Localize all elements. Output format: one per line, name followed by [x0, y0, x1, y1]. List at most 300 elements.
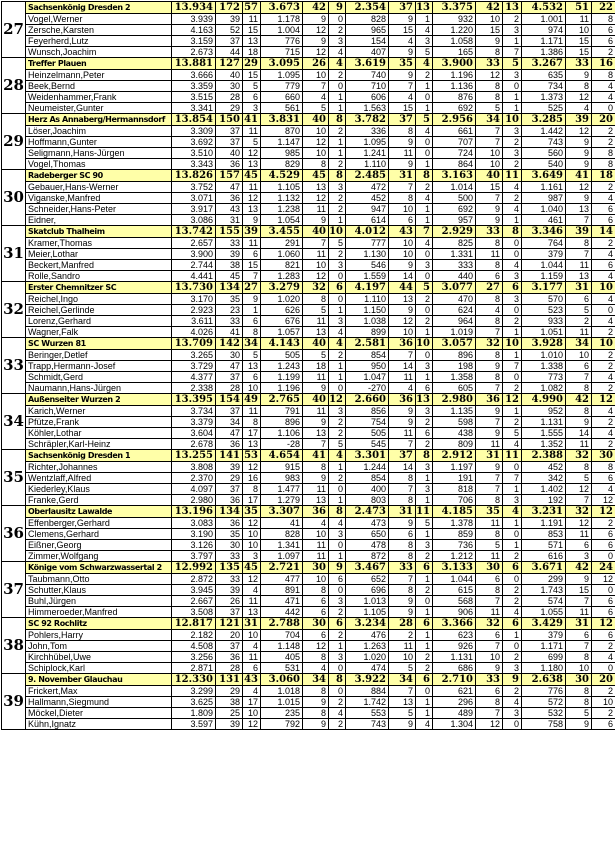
player-s1-won: 12 [303, 271, 329, 282]
player-name: Kühn,Ignatz [26, 719, 172, 730]
player-s3-lost: 5 [503, 428, 522, 439]
team-s4-lost: 10 [592, 338, 615, 350]
team-s2-won: 37 [389, 2, 416, 14]
player-s4-points: 1.743 [522, 585, 566, 596]
player-row [2, 708, 615, 719]
player-s4-lost: 6 [592, 596, 615, 607]
player-s1-won: 11 [303, 551, 329, 562]
player-s2-won: 7 [389, 484, 416, 495]
player-s4-lost: 6 [592, 25, 615, 36]
player-s2-lost: 2 [416, 316, 433, 327]
team-s2-points: 2.354 [346, 2, 389, 14]
player-total: 3.625 [172, 697, 216, 708]
player-s4-points: 1.171 [522, 641, 566, 652]
player-s2-points: 650 [346, 529, 389, 540]
player-name: Schiplock,Karl [26, 663, 172, 674]
team-s4-won: 51 [566, 2, 592, 14]
player-s4-points: 933 [522, 316, 566, 327]
team-row [2, 338, 615, 350]
player-s2-lost: 2 [416, 294, 433, 305]
player-s1-won: 11 [303, 249, 329, 260]
player-s4-won: 9 [566, 574, 592, 585]
player-s3-lost: 1 [503, 484, 522, 495]
player-games-lost: 10 [243, 630, 261, 641]
player-s4-lost: 6 [592, 36, 615, 47]
team-s4-lost: 18 [592, 170, 615, 182]
rank-cell: 36 [2, 506, 26, 562]
player-s3-won: 8 [476, 81, 503, 92]
player-s2-lost: 0 [416, 249, 433, 260]
player-s2-lost: 1 [416, 473, 433, 484]
team-s1-points: 2.721 [261, 562, 303, 574]
team-s4-lost: 12 [592, 394, 615, 406]
player-s3-points: 296 [433, 697, 476, 708]
player-s1-won: 5 [303, 350, 329, 361]
team-s3-won: 42 [476, 2, 503, 14]
player-s4-won: 9 [566, 719, 592, 730]
player-row [2, 529, 615, 540]
player-s3-lost: 0 [503, 81, 522, 92]
team-s2-points: 3.782 [346, 114, 389, 126]
player-s1-won: 12 [303, 47, 329, 58]
player-s4-points: 1.180 [522, 663, 566, 674]
player-name: Heinzelmann,Peter [26, 70, 172, 81]
player-row [2, 137, 615, 148]
player-s3-won: 9 [476, 361, 503, 372]
player-s1-points: 1.095 [261, 70, 303, 81]
player-s4-points: 1.338 [522, 361, 566, 372]
player-row [2, 103, 615, 114]
team-s3-won: 35 [476, 506, 503, 518]
player-s1-points: 915 [261, 462, 303, 473]
player-s3-lost: 4 [503, 204, 522, 215]
player-name: Hallmann,Siegmund [26, 697, 172, 708]
player-s2-won: 7 [389, 439, 416, 450]
team-s2-lost: 5 [416, 114, 433, 126]
player-s4-points: 1.442 [522, 126, 566, 137]
player-s4-points: 1.171 [522, 36, 566, 47]
player-s2-points: 1.110 [346, 159, 389, 170]
player-s2-won: 9 [389, 14, 416, 25]
player-games-won: 37 [216, 484, 243, 495]
player-games-lost: 13 [243, 36, 261, 47]
player-s3-won: 9 [476, 406, 503, 417]
player-total: 3.515 [172, 92, 216, 103]
player-s1-won: 11 [303, 316, 329, 327]
player-s4-points: 1.191 [522, 518, 566, 529]
player-s3-points: 165 [433, 47, 476, 58]
player-s1-won: 10 [303, 126, 329, 137]
player-s1-points: 704 [261, 630, 303, 641]
player-name: Kiederley,Klaus [26, 484, 172, 495]
player-games-won: 30 [216, 81, 243, 92]
team-s3-won: 27 [476, 282, 503, 294]
player-s3-lost: 2 [503, 652, 522, 663]
player-s1-points: 828 [261, 529, 303, 540]
player-row [2, 204, 615, 215]
player-name: Franke,Gerd [26, 495, 172, 506]
player-s3-won: 7 [476, 708, 503, 719]
player-games-lost: 13 [243, 439, 261, 450]
player-games-lost: 5 [243, 81, 261, 92]
team-s1-lost: 4 [329, 338, 346, 350]
player-name: Vogel,Werner [26, 14, 172, 25]
player-s4-won: 8 [566, 686, 592, 697]
player-s1-lost: 0 [329, 540, 346, 551]
player-s4-won: 7 [566, 215, 592, 226]
player-s4-won: 6 [566, 361, 592, 372]
player-s2-lost: 1 [416, 574, 433, 585]
player-s3-points: 957 [433, 215, 476, 226]
player-s4-points: 379 [522, 249, 566, 260]
player-s1-lost: 2 [329, 350, 346, 361]
player-row [2, 663, 615, 674]
player-games-lost: 12 [243, 193, 261, 204]
team-s2-points: 3.619 [346, 58, 389, 70]
player-s1-points: 291 [261, 238, 303, 249]
team-s2-won: 33 [389, 562, 416, 574]
team-s3-points: 3.133 [433, 562, 476, 574]
player-s4-lost: 2 [592, 137, 615, 148]
player-s2-points: 474 [346, 663, 389, 674]
player-s4-won: 11 [566, 14, 592, 25]
player-games-lost: 13 [243, 204, 261, 215]
team-games-won: 150 [216, 114, 243, 126]
player-s2-lost: 0 [416, 686, 433, 697]
player-s4-won: 11 [566, 607, 592, 618]
player-s2-lost: 4 [416, 126, 433, 137]
player-name: Hoffmann,Gunter [26, 137, 172, 148]
player-s2-won: 8 [389, 585, 416, 596]
player-s2-won: 11 [389, 641, 416, 652]
player-total: 2.370 [172, 473, 216, 484]
player-s3-won: 5 [476, 103, 503, 114]
player-s1-won: 7 [303, 81, 329, 92]
team-games-won: 127 [216, 58, 243, 70]
player-s2-lost: 1 [416, 529, 433, 540]
player-name: Zersche,Karsten [26, 25, 172, 36]
player-s3-won: 10 [476, 159, 503, 170]
player-s1-points: 1.148 [261, 641, 303, 652]
team-s4-points: 3.285 [522, 114, 566, 126]
player-s2-lost: 6 [416, 428, 433, 439]
player-s2-points: 854 [346, 473, 389, 484]
player-name: Kirchhübel,Uwe [26, 652, 172, 663]
player-s2-won: 10 [389, 652, 416, 663]
player-s2-points: 696 [346, 585, 389, 596]
player-s1-won: 6 [303, 630, 329, 641]
team-s3-won: 32 [476, 618, 503, 630]
player-s2-lost: 2 [416, 663, 433, 674]
player-games-lost: 6 [243, 372, 261, 383]
player-row [2, 417, 615, 428]
player-total: 4.377 [172, 372, 216, 383]
team-s3-points: 3.057 [433, 338, 476, 350]
player-row [2, 305, 615, 316]
player-s2-lost: 1 [416, 697, 433, 708]
player-s4-won: 15 [566, 36, 592, 47]
player-s4-won: 12 [566, 92, 592, 103]
player-s1-points: 1.060 [261, 249, 303, 260]
player-name: Eidner, [26, 215, 172, 226]
player-s2-points: 1.105 [346, 607, 389, 618]
team-row [2, 170, 615, 182]
team-s2-won: 37 [389, 450, 416, 462]
player-s3-lost: 3 [503, 495, 522, 506]
player-name: Richter,Johannes [26, 462, 172, 473]
player-s3-points: 621 [433, 686, 476, 697]
player-games-won: 36 [216, 439, 243, 450]
team-s3-lost: 5 [503, 58, 522, 70]
player-s4-points: 1.040 [522, 204, 566, 215]
player-s4-won: 6 [566, 294, 592, 305]
player-s3-points: 623 [433, 630, 476, 641]
player-s4-lost: 8 [592, 462, 615, 473]
player-s1-won: 4 [303, 518, 329, 529]
player-total: 3.939 [172, 14, 216, 25]
player-s1-won: 8 [303, 294, 329, 305]
player-s3-lost: 1 [503, 215, 522, 226]
player-s1-points: 870 [261, 126, 303, 137]
player-games-lost: 18 [243, 47, 261, 58]
player-s1-lost: 0 [329, 585, 346, 596]
player-s3-points: 1.014 [433, 182, 476, 193]
player-s1-points: 405 [261, 652, 303, 663]
team-s2-lost: 6 [416, 562, 433, 574]
team-s2-lost: 6 [416, 674, 433, 686]
team-s4-points: 3.928 [522, 338, 566, 350]
team-games-lost: 53 [243, 450, 261, 462]
player-s4-lost: 4 [592, 406, 615, 417]
player-s3-lost: 7 [503, 47, 522, 58]
player-s3-points: 1.220 [433, 25, 476, 36]
player-s3-lost: 2 [503, 585, 522, 596]
player-s4-points: 540 [522, 159, 566, 170]
team-name: SC 92 Rochlitz [26, 618, 172, 630]
player-s1-won: 11 [303, 484, 329, 495]
player-s4-points: 532 [522, 708, 566, 719]
team-games-lost: 39 [243, 226, 261, 238]
player-s4-won: 6 [566, 540, 592, 551]
team-name: Skatclub Thalheim [26, 226, 172, 238]
player-s2-won: 10 [389, 249, 416, 260]
player-s2-points: -270 [346, 383, 389, 394]
player-row [2, 36, 615, 47]
player-games-won: 39 [216, 14, 243, 25]
team-s1-lost: 6 [329, 618, 346, 630]
player-s2-lost: 1 [416, 14, 433, 25]
player-s2-points: 884 [346, 686, 389, 697]
player-s4-points: 342 [522, 473, 566, 484]
player-row [2, 47, 615, 58]
player-games-lost: 6 [243, 249, 261, 260]
player-s4-points: 952 [522, 406, 566, 417]
team-s2-points: 4.012 [346, 226, 389, 238]
team-s4-won: 31 [566, 618, 592, 630]
team-s3-lost: 12 [503, 394, 522, 406]
player-s2-lost: 2 [416, 417, 433, 428]
team-s4-lost: 12 [592, 506, 615, 518]
player-s3-points: 864 [433, 159, 476, 170]
player-s1-lost: 2 [329, 70, 346, 81]
player-games-won: 28 [216, 663, 243, 674]
player-name: Feyerherd,Lutz [26, 36, 172, 47]
player-s1-points: 821 [261, 260, 303, 271]
player-s2-lost: 3 [416, 462, 433, 473]
rank-cell: 38 [2, 618, 26, 674]
player-s2-won: 10 [389, 327, 416, 338]
player-name: Naumann,Hans-Jürgen [26, 383, 172, 394]
player-s4-points: 1.159 [522, 271, 566, 282]
player-total: 3.945 [172, 585, 216, 596]
player-s3-won: 6 [476, 574, 503, 585]
player-s1-lost: 2 [329, 697, 346, 708]
team-s1-lost: 8 [329, 114, 346, 126]
player-s2-won: 10 [389, 238, 416, 249]
player-s4-won: 6 [566, 630, 592, 641]
player-s3-won: 9 [476, 462, 503, 473]
player-games-lost: 12 [243, 462, 261, 473]
team-games-won: 135 [216, 562, 243, 574]
player-s4-lost: 6 [592, 607, 615, 618]
player-s2-won: 8 [389, 193, 416, 204]
player-games-lost: 5 [243, 137, 261, 148]
player-s3-lost: 4 [503, 260, 522, 271]
player-s2-points: 1.563 [346, 103, 389, 114]
player-row [2, 495, 615, 506]
team-s2-lost: 11 [416, 506, 433, 518]
player-s3-won: 4 [476, 305, 503, 316]
player-games-won: 30 [216, 350, 243, 361]
team-s4-lost: 10 [592, 282, 615, 294]
team-name: Könige vom Schwarzwassertal 2 [26, 562, 172, 574]
rank-cell: 30 [2, 170, 26, 226]
player-name: Gebauer,Hans-Werner [26, 182, 172, 193]
player-s4-lost: 12 [592, 495, 615, 506]
player-s4-lost: 4 [592, 372, 615, 383]
player-s4-lost: 0 [592, 551, 615, 562]
player-s2-lost: 3 [416, 36, 433, 47]
team-s1-lost: 12 [329, 394, 346, 406]
player-s1-won: 7 [303, 439, 329, 450]
player-s1-points: 442 [261, 607, 303, 618]
team-s3-points: 4.185 [433, 506, 476, 518]
team-total: 13.934 [172, 2, 216, 14]
player-games-lost: 17 [243, 428, 261, 439]
player-s1-points: 1.243 [261, 361, 303, 372]
player-s4-lost: 4 [592, 249, 615, 260]
player-s2-won: 9 [389, 137, 416, 148]
team-results-table [1, 1, 615, 730]
player-games-won: 34 [216, 417, 243, 428]
player-games-lost: 4 [243, 686, 261, 697]
player-s3-points: 932 [433, 14, 476, 25]
player-s4-lost: 2 [592, 327, 615, 338]
player-s4-points: 571 [522, 540, 566, 551]
team-s2-lost: 4 [416, 58, 433, 70]
team-s2-points: 3.467 [346, 562, 389, 574]
player-row [2, 238, 615, 249]
player-s3-won: 11 [476, 249, 503, 260]
player-games-won: 29 [216, 103, 243, 114]
player-s3-points: 191 [433, 473, 476, 484]
team-s3-lost: 10 [503, 338, 522, 350]
player-name: Lorenz,Gerhard [26, 316, 172, 327]
player-s1-lost: 4 [329, 327, 346, 338]
player-s3-points: 440 [433, 271, 476, 282]
player-s4-points: 570 [522, 294, 566, 305]
player-s4-lost: 12 [592, 574, 615, 585]
team-s3-points: 3.077 [433, 282, 476, 294]
player-s1-lost: 1 [329, 551, 346, 562]
player-row [2, 361, 615, 372]
player-s1-points: 1.004 [261, 25, 303, 36]
player-s4-points: 1.161 [522, 182, 566, 193]
player-s3-points: 333 [433, 260, 476, 271]
player-row [2, 607, 615, 618]
player-games-won: 47 [216, 428, 243, 439]
team-name: Herz As Annaberg/Hermannsdorf [26, 114, 172, 126]
player-s1-lost: 2 [329, 193, 346, 204]
team-s4-lost: 20 [592, 114, 615, 126]
player-s3-won: 8 [476, 92, 503, 103]
team-s1-points: 2.765 [261, 394, 303, 406]
player-games-lost: 15 [243, 260, 261, 271]
player-games-won: 35 [216, 529, 243, 540]
rank-cell: 28 [2, 58, 26, 114]
player-s1-won: 5 [303, 305, 329, 316]
team-s1-won: 26 [303, 58, 329, 70]
player-s1-points: 983 [261, 473, 303, 484]
player-s3-won: 8 [476, 47, 503, 58]
player-s2-lost: 0 [416, 305, 433, 316]
player-s4-points: 1.082 [522, 383, 566, 394]
team-s2-points: 3.922 [346, 674, 389, 686]
team-games-won: 172 [216, 2, 243, 14]
team-row [2, 674, 615, 686]
player-s1-won: 11 [303, 204, 329, 215]
player-games-won: 33 [216, 551, 243, 562]
player-s3-points: 661 [433, 126, 476, 137]
team-s1-won: 40 [303, 114, 329, 126]
player-name: Frickert,Max [26, 686, 172, 697]
player-games-won: 45 [216, 271, 243, 282]
team-s4-points: 4.532 [522, 2, 566, 14]
player-s2-points: 553 [346, 708, 389, 719]
player-s3-won: 15 [476, 25, 503, 36]
player-s1-won: 9 [303, 14, 329, 25]
player-s2-lost: 1 [416, 607, 433, 618]
player-s2-won: 15 [389, 25, 416, 36]
player-s3-won: 8 [476, 372, 503, 383]
team-s3-points: 3.366 [433, 618, 476, 630]
player-name: Reichel,Gerlinde [26, 305, 172, 316]
team-s1-points: 3.279 [261, 282, 303, 294]
player-s2-won: 9 [389, 607, 416, 618]
player-s2-points: 899 [346, 327, 389, 338]
player-s2-won: 14 [389, 462, 416, 473]
player-s2-points: 545 [346, 439, 389, 450]
team-s2-won: 31 [389, 506, 416, 518]
player-games-lost: 11 [243, 406, 261, 417]
player-row [2, 271, 615, 282]
player-s2-points: 478 [346, 540, 389, 551]
player-s1-points: 531 [261, 663, 303, 674]
player-s3-points: 489 [433, 708, 476, 719]
player-s3-lost: 1 [503, 103, 522, 114]
player-s3-lost: 0 [503, 574, 522, 585]
player-s2-lost: 4 [416, 719, 433, 730]
